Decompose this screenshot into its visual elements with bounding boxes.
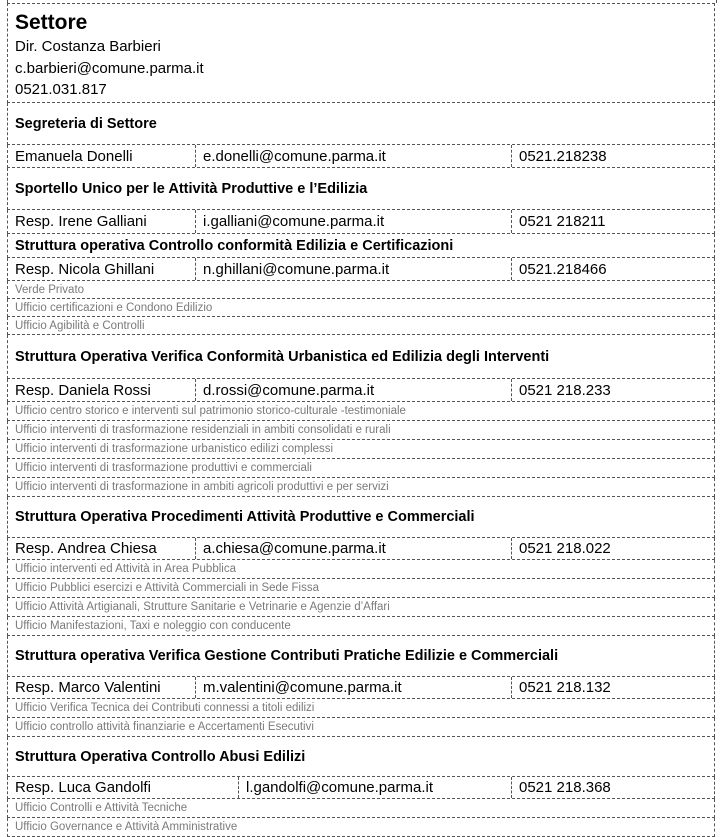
contact-email[interactable]: n.ghillani@comune.parma.it [195,258,511,280]
contact-row [7,677,715,699]
contact-email[interactable]: d.rossi@comune.parma.it [195,379,511,401]
sections-list [7,103,715,837]
office-item: Ufficio Manifestazioni, Taxi e noleggio con conducente [7,617,715,636]
contact-phone: 0521 218.368 [511,777,708,798]
section-title: Struttura Operativa Controllo Abusi Edilizi [7,737,715,777]
contact-phone: 0521 218.022 [511,538,708,559]
contact-email[interactable]: i.galliani@comune.parma.it [195,210,511,233]
contact-row [7,145,715,168]
office-item: Ufficio Agibilità e Controlli [7,317,715,335]
section-title: Sportello Unico per le Attività Produttive e l’Edilizia [7,168,715,210]
office-item: Ufficio Controlli e Attività Tecniche [7,799,715,818]
contact-email[interactable]: e.donelli@comune.parma.it [195,145,511,167]
director-phone: 0521.031.817 [15,81,107,98]
contact-email[interactable]: m.valentini@comune.parma.it [195,677,511,698]
director-email: c.barbieri@comune.parma.it [15,59,204,77]
contact-name: Resp. Irene Galliani [15,213,147,230]
sector-header [7,3,715,103]
contact-email[interactable]: a.chiesa@comune.parma.it [195,538,511,559]
office-item: Ufficio Pubblici esercizi e Attività Commerciali in Sede Fissa [7,579,715,598]
office-item: Ufficio controllo attività finanziarie e Accertamenti Esecutivi [7,718,715,737]
section-title: Struttura operativa Verifica Gestione Contributi Pratiche Edilizie e Commerciali [7,636,715,677]
office-item: Ufficio certificazioni e Condono Edilizio [7,299,715,317]
office-item: Ufficio interventi di trasformazione in ambiti agricoli produttivi e per servizi [7,478,715,497]
office-item: Ufficio interventi ed Attività in Area Pubblica [7,560,715,579]
contact-row [7,379,715,402]
office-item: Ufficio centro storico e interventi sul patrimonio storico-culturale -testimoniale [7,402,715,421]
contact-phone: 0521.218238 [511,145,708,167]
contact-phone: 0521 218.132 [511,677,708,698]
sector-title: Settore [15,11,88,34]
contact-name: Resp. Daniela Rossi [15,381,151,399]
office-item: Verde Privato [7,281,715,299]
contact-name: Resp. Andrea Chiesa [15,540,157,557]
section-title: Struttura Operativa Procedimenti Attività Produttive e Commerciali [7,497,715,538]
contact-phone: 0521 218211 [511,210,708,233]
office-item: Ufficio Attività Artigianali, Strutture Sanitarie e Vetrinarie e Agenzie d’Affari [7,598,715,617]
office-item: Ufficio Governance e Attività Amministrative [7,818,715,837]
office-item: Ufficio Verifica Tecnica dei Contributi connessi a titoli edilizi [7,699,715,718]
contact-email[interactable]: l.gandolfi@comune.parma.it [238,777,511,798]
section-title: Struttura Operativa Verifica Conformità Urbanistica ed Edilizia degli Interventi [7,335,715,379]
contact-name: Resp. Nicola Ghillani [15,260,155,278]
section-title: Struttura operativa Controllo conformità Edilizia e Certificazioni [7,234,715,258]
contact-row [7,777,715,799]
contact-phone: 0521 218.233 [511,379,708,401]
contact-row [7,538,715,560]
section-title: Segreteria di Settore [7,103,715,145]
contact-name: Resp. Luca Gandolfi [15,779,151,796]
contact-phone: 0521.218466 [511,258,708,280]
office-item: Ufficio interventi di trasformazione residenziali in ambiti consolidati e rurali [7,421,715,440]
contact-row [7,210,715,234]
directory-table [7,3,715,837]
contact-name: Resp. Marco Valentini [15,679,161,696]
director-name: Dir. Costanza Barbieri [15,38,161,55]
contact-name: Emanuela Donelli [15,147,133,165]
office-item: Ufficio interventi di trasformazione produttivi e commerciali [7,459,715,478]
contact-row [7,258,715,281]
office-item: Ufficio interventi di trasformazione urbanistico edilizi complessi [7,440,715,459]
